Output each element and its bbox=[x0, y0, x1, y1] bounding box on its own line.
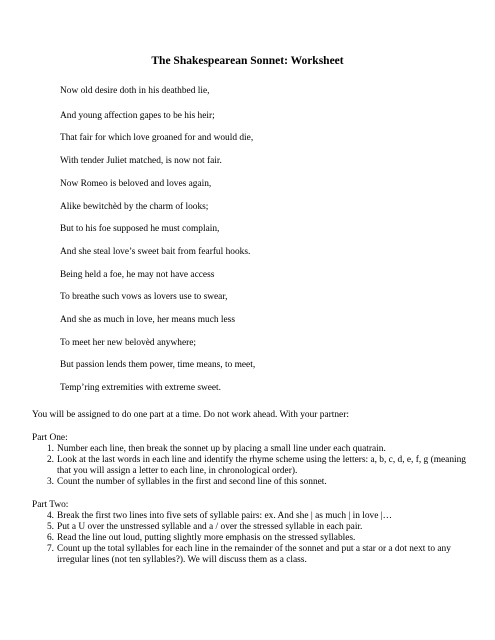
item-text: Number each line, then break the sonnet up by placing a small line under each quatrain. bbox=[57, 444, 386, 454]
item-text: Read the line out loud, putting slightly more emphasis on the stressed syllables. bbox=[57, 533, 356, 543]
item-number: 5. bbox=[46, 522, 54, 532]
item-number: 7. bbox=[46, 544, 54, 554]
list-item bbox=[40, 477, 470, 488]
list-item bbox=[40, 544, 470, 565]
sonnet-line: Alike bewitchèd by the charm of looks; bbox=[60, 202, 209, 212]
list-item bbox=[40, 511, 470, 522]
sonnet-line: And she steal love’s sweet bait from fearful hooks. bbox=[60, 247, 251, 257]
list-item bbox=[40, 522, 470, 533]
sonnet-line: Now Romeo is beloved and loves again, bbox=[60, 179, 212, 189]
item-number: 3. bbox=[46, 477, 54, 487]
item-text: Look at the last words in each line and identify the rhyme scheme using the letters: a, b, c, d, e, f, g (meaning that you will assign a letter to each line, in chronological order). bbox=[57, 455, 466, 476]
item-text: Put a U over the unstressed syllable and a / over the stressed syllable in each pair. bbox=[57, 522, 363, 532]
item-text: Count the number of syllables in the first and second line of this sonnet. bbox=[57, 477, 327, 487]
list-item bbox=[40, 533, 470, 544]
item-number: 1. bbox=[46, 444, 54, 454]
list-item bbox=[40, 444, 470, 455]
sonnet-line: Temp’ring extremities with extreme sweet. bbox=[60, 383, 222, 393]
sonnet-line: And young affection gapes to be his heir; bbox=[60, 111, 215, 121]
sonnet-line: But to his foe supposed he must complain, bbox=[60, 224, 220, 234]
part-one-heading: Part One: bbox=[32, 433, 68, 443]
sonnet-line: To breathe such vows as lovers use to swear, bbox=[60, 292, 228, 302]
item-text: Break the first two lines into five sets of syllable pairs: ex. And she | as much | in love |… bbox=[57, 511, 392, 521]
item-number: 6. bbox=[46, 533, 54, 543]
sonnet-line: That fair for which love groaned for and would die, bbox=[60, 133, 254, 143]
item-text: Count up the total syllables for each line in the remainder of the sonnet and put a star or a dot next to any irregular lines (not ten syllables?). We will discuss them as a class. bbox=[57, 544, 451, 565]
item-number: 2. bbox=[46, 455, 54, 465]
item-number: 4. bbox=[46, 511, 54, 521]
sonnet-line: But passion lends them power, time means, to meet, bbox=[60, 360, 256, 370]
sonnet-line: To meet her new belovèd anywhere; bbox=[60, 338, 197, 348]
part-two-heading: Part Two: bbox=[32, 500, 69, 510]
sonnet-line: Now old desire doth in his deathbed lie, bbox=[60, 86, 210, 96]
sonnet-line: Being held a foe, he may not have access bbox=[60, 270, 215, 280]
instructions-intro: You will be assigned to do one part at a time. Do not work ahead. With your partner: bbox=[32, 410, 349, 420]
list-item bbox=[40, 455, 470, 476]
page-title: The Shakespearean Sonnet: Worksheet bbox=[151, 55, 344, 67]
sonnet-line: And she as much in love, her means much less bbox=[60, 315, 235, 325]
sonnet-line: With tender Juliet matched, is now not fair. bbox=[60, 156, 222, 166]
